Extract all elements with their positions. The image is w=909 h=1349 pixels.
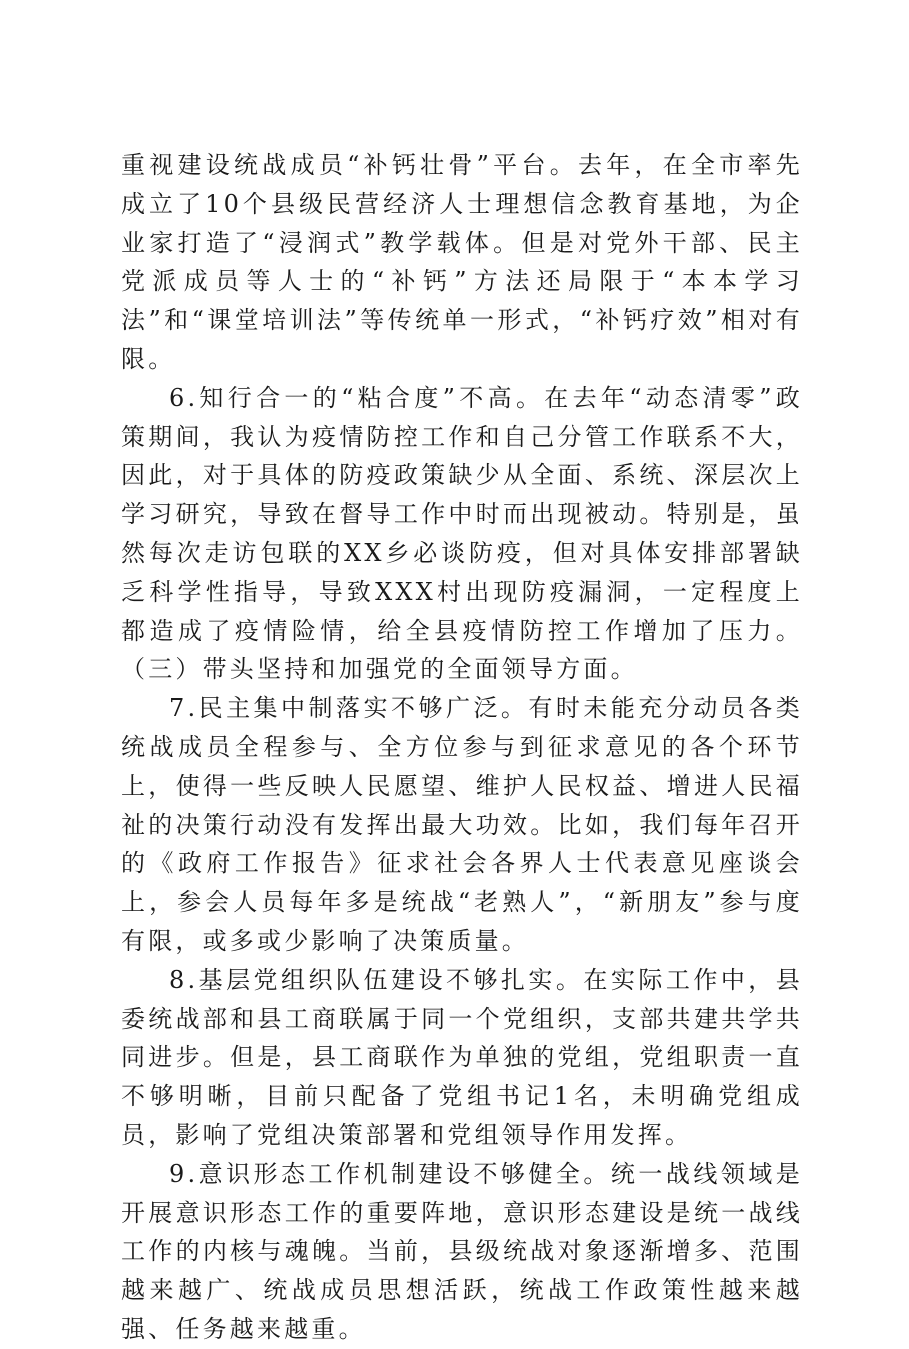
paragraph-item-8: 8.基层党组织队伍建设不够扎实。在实际工作中，县委统战部和县工商联属于同一个党组织，支部共建共学共同进步。但是，县工商联作为单独的党组，党组职责一直不够明晰，目前只配备了党组书记1名，未明确党组成员，影响了党组决策部署和党组领导作用发挥。 — [121, 965, 803, 1149]
document-body — [121, 146, 803, 1349]
paragraph-item-7: 7.民主集中制落实不够广泛。有时未能充分动员各类统战成员全程参与、全方位参与到征求意见的各个环节上，使得一些反映人民愿望、维护人民权益、增进人民福祉的决策行动没有发挥出最大功效。比如，我们每年召开的《政府工作报告》征求社会各界人士代表意见座谈会上，参会人员每年多是统战“老熟人”，“新朋友”参与度有限，或多或少影响了决策质量。 — [121, 694, 803, 955]
paragraph-item-6: 6.知行合一的“粘合度”不高。在去年“动态清零”政策期间，我认为疫情防控工作和自己分管工作联系不大，因此，对于具体的防疫政策缺少从全面、系统、深层次上学习研究，导致在督导工作中时而出现被动。特别是，虽然每次走访包联的XX乡必谈防疫，但对具体安排部署缺乏科学性指导，导致XXX村出现防疫漏洞，一定程度上都造成了疫情险情，给全县疫情防控工作增加了压力。（三）带头坚持和加强党的全面领导方面。 — [121, 383, 803, 684]
paragraph-continued: 重视建设统战成员“补钙壮骨”平台。去年，在全市率先成立了10个县级民营经济人士理想信念教育基地，为企业家打造了“浸润式”教学载体。但是对党外干部、民主党派成员等人士的“补钙”方法还局限于“本本学习法”和“课堂培训法”等传统单一形式，“补钙疗效”相对有限。 — [121, 151, 803, 373]
paragraph-item-9: 9.意识形态工作机制建设不够健全。统一战线领域是开展意识形态工作的重要阵地，意识形态建设是统一战线工作的内核与魂魄。当前，县级统战对象逐渐增多、范围越来越广、统战成员思想活跃，统战工作政策性越来越强、任务越来越重。 — [121, 1159, 803, 1343]
